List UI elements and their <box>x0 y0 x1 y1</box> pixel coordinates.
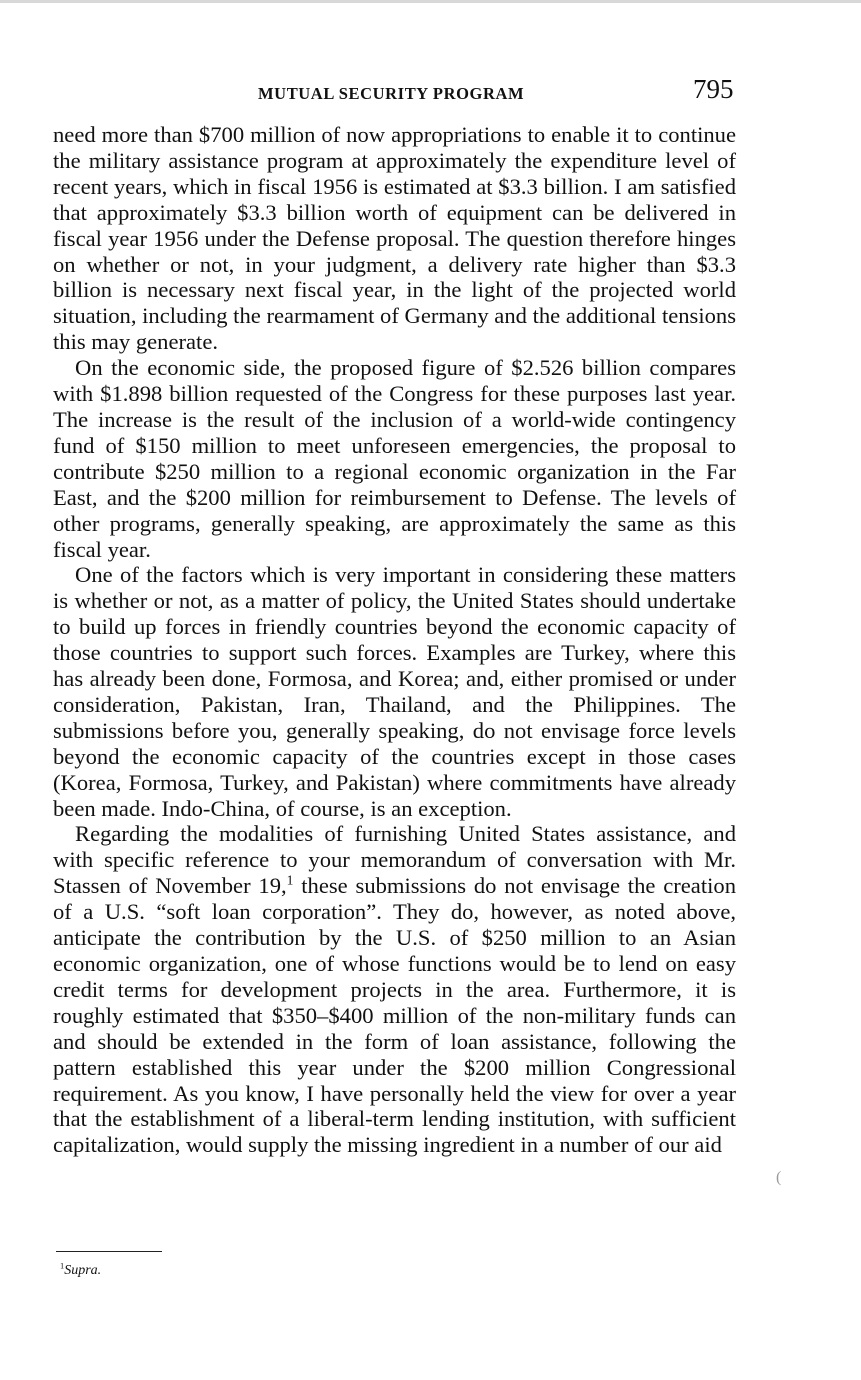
top-edge-rule <box>0 0 861 3</box>
paragraph-continued: need more than $700 million of now appropriations to enable it to continue the military assistance program at approximately the expenditure level of recent years, which in fiscal 1956 is estimated at $3.3 billion. I am satisfied that approximately $3.3 billion worth of equipment can be delivered in fiscal year 1956 under the Defense proposal. The question therefore hinges on whether or not, in your judgment, a delivery rate higher than $3.3 billion is necessary next fiscal year, in the light of the projected world situation, including the rearmament of Germany and the additional tensions this may generate. <box>53 122 736 355</box>
footnote-reference: 1 <box>286 872 294 888</box>
body-text <box>53 122 736 1158</box>
running-head: MUTUAL SECURITY PROGRAM <box>258 84 525 103</box>
footnote <box>60 1263 101 1279</box>
footnote-marker: 1 <box>60 1261 65 1271</box>
footnote-rule <box>56 1251 162 1252</box>
page-number: 795 <box>693 74 734 104</box>
paragraph-modalities-part-1: Regarding the modalities of furnishing United States assistance, and with specific reference to your memorandum of conversation with Mr. Stassen of November 19, <box>53 821 736 899</box>
footnote-text: Supra. <box>64 1263 102 1278</box>
paragraph-modalities <box>53 821 736 1158</box>
paragraph-force-levels: One of the factors which is very important in considering these matters is whether or not, as a matter of policy, the United States should undertake to build up forces in friendly countries beyond the economic capacity of those countries to support such forces. Examples are Turkey, where this has already been done, Formosa, and Korea; and, either promised or under consideration, Pakistan, Iran, Thailand, and the Philippines. The submissions before you, generally speaking, do not envisage force levels beyond the economic capacity of the countries except in those cases (Korea, Formosa, Turkey, and Pakistan) where commitments have already been made. Indo-China, of course, is an exception. <box>53 562 736 821</box>
margin-mark: ( <box>776 1169 782 1186</box>
paragraph-modalities-part-2: these submissions do not envisage the creation of a U.S. “soft loan corporation”. They do, however, as noted above, anticipate the contribution by the U.S. of $250 million to an Asian economic organization, one of whose functions would be to lend on easy credit terms for development projects in the area. Furthermore, it is roughly estimated that $350–$400 million of the non-military funds can and should be extended in the form of loan assistance, following the pattern established this year under the $200 million Congressional requirement. As you know, I have personally held the view for over a year that the establishment of a liberal-term lending institution, with sufficient capitalization, would supply the missing ingredient in a number of our aid <box>53 873 736 1158</box>
paragraph-economic-side: On the economic side, the proposed figure of $2.526 billion compares with $1.898 billion requested of the Congress for these purposes last year. The increase is the result of the inclusion of a world-wide contingency fund of $150 million to meet unforeseen emergencies, the proposal to contribute $250 million to a regional economic organization in the Far East, and the $200 million for reimbursement to Defense. The levels of other programs, generally speaking, are approximately the same as this fiscal year. <box>53 355 736 562</box>
